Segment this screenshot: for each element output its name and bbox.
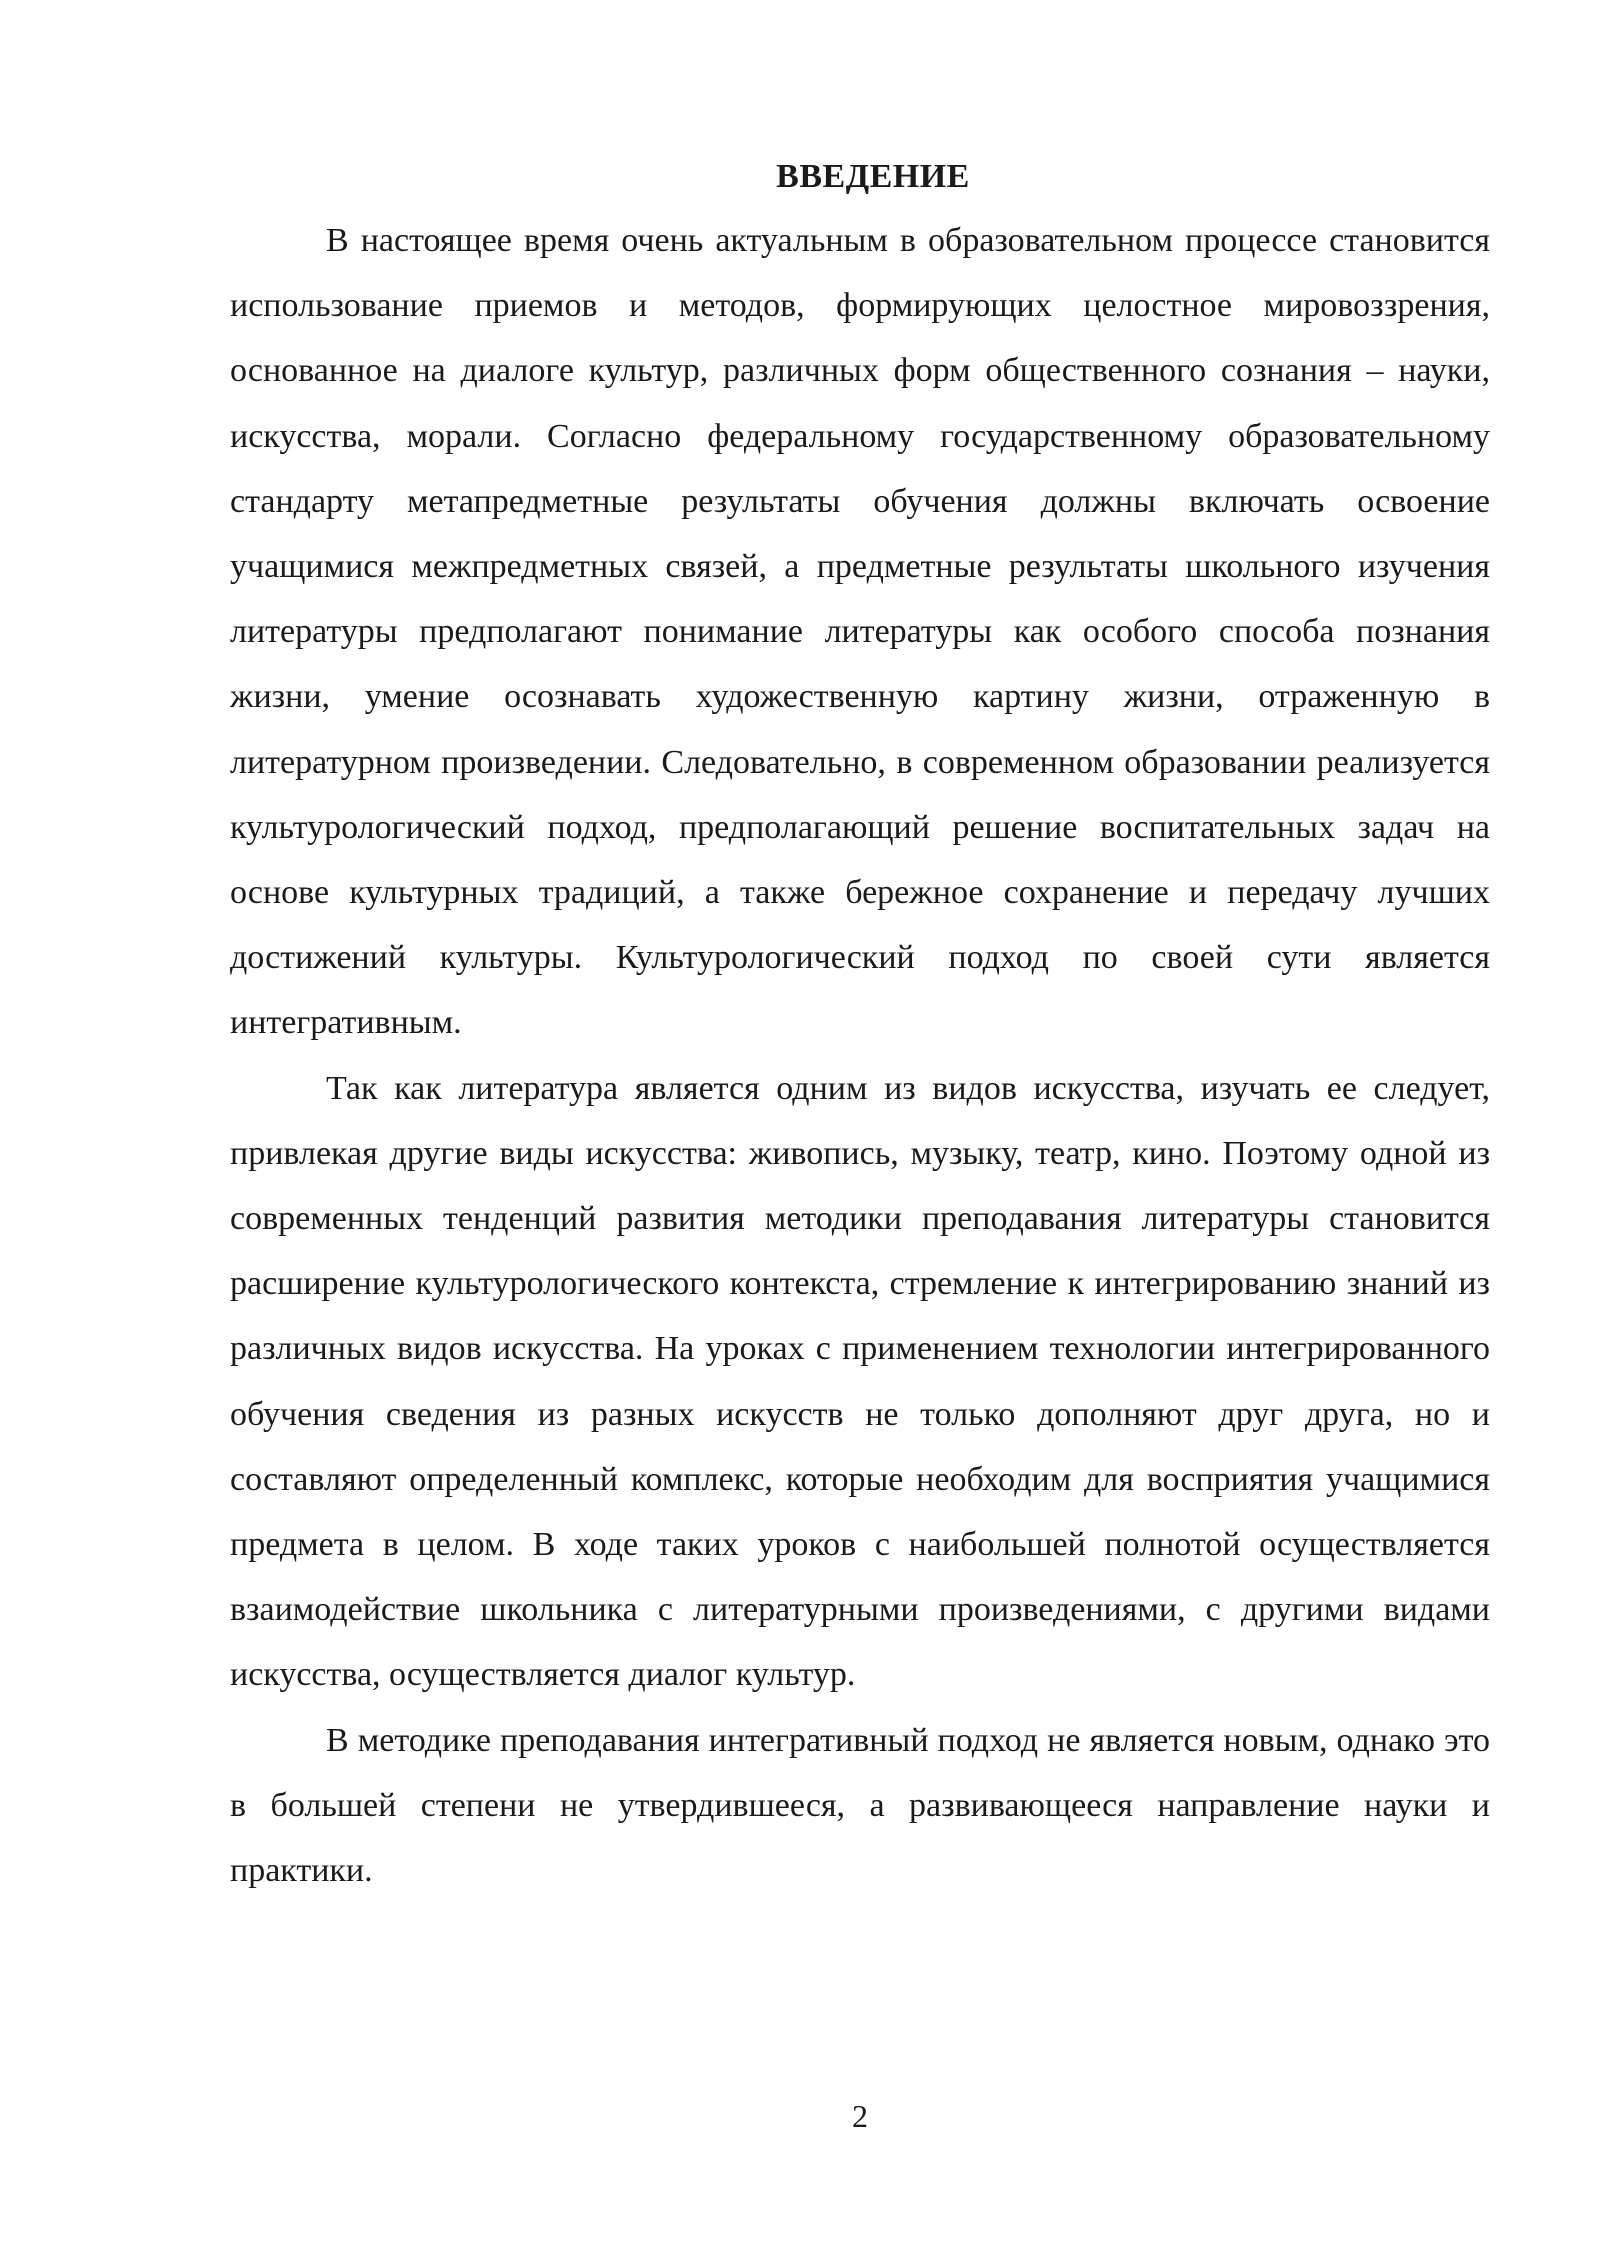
paragraph-3: В методике преподавания интегративный подход не является новым, однако это в большей степени не утвердившееся, а развивающееся направление науки и практики. (230, 1721, 1490, 1890)
section-heading: ВВЕДЕНИЕ (776, 158, 970, 195)
paragraph-2: Так как литература является одним из видов искусства, изучать ее следует, привлекая другие виды искусства: живопись, музыку, театр, кино. Поэтому одной из современных тенденций развития методики преподавания литературы становится расширение культурологического контекста, стремление к интегрированию знаний из различных видов искусства. На уроках с применением технологии интегрированного обучения сведения из разных искусств не только дополняют друг друга, но и составляют определенный комплекс, которые необходим для восприятия учащимися предмета в целом. В ходе таких уроков с наибольшей полнотой осуществляется взаимодействие школьника с литературными произведениями, с другими видами искусства, осуществляется диалог культур. (230, 1069, 1490, 1694)
body-text (230, 208, 1490, 1903)
page-number: 2 (852, 2098, 868, 2134)
paragraph-1: В настоящее время очень актуальным в образовательном процессе становится использование приемов и методов, формирующих целостное мировоззрения, основанное на диалоге культур, различных форм общественного сознания – науки, искусства, морали. Согласно федеральному государственному образовательному стандарту метапредметные результаты обучения должны включать освоение учащимися межпредметных связей, а предметные результаты школьного изучения литературы предполагают понимание литературы как особого способа познания жизни, умение осознавать художественную картину жизни, отраженную в литературном произведении. Следовательно, в современном образовании реализуется культурологический подход, предполагающий решение воспитательных задач на основе культурных традиций, а также бережное сохранение и передачу лучших достижений культуры. Культурологический подход по своей сути является интегративным. (230, 222, 1490, 1042)
